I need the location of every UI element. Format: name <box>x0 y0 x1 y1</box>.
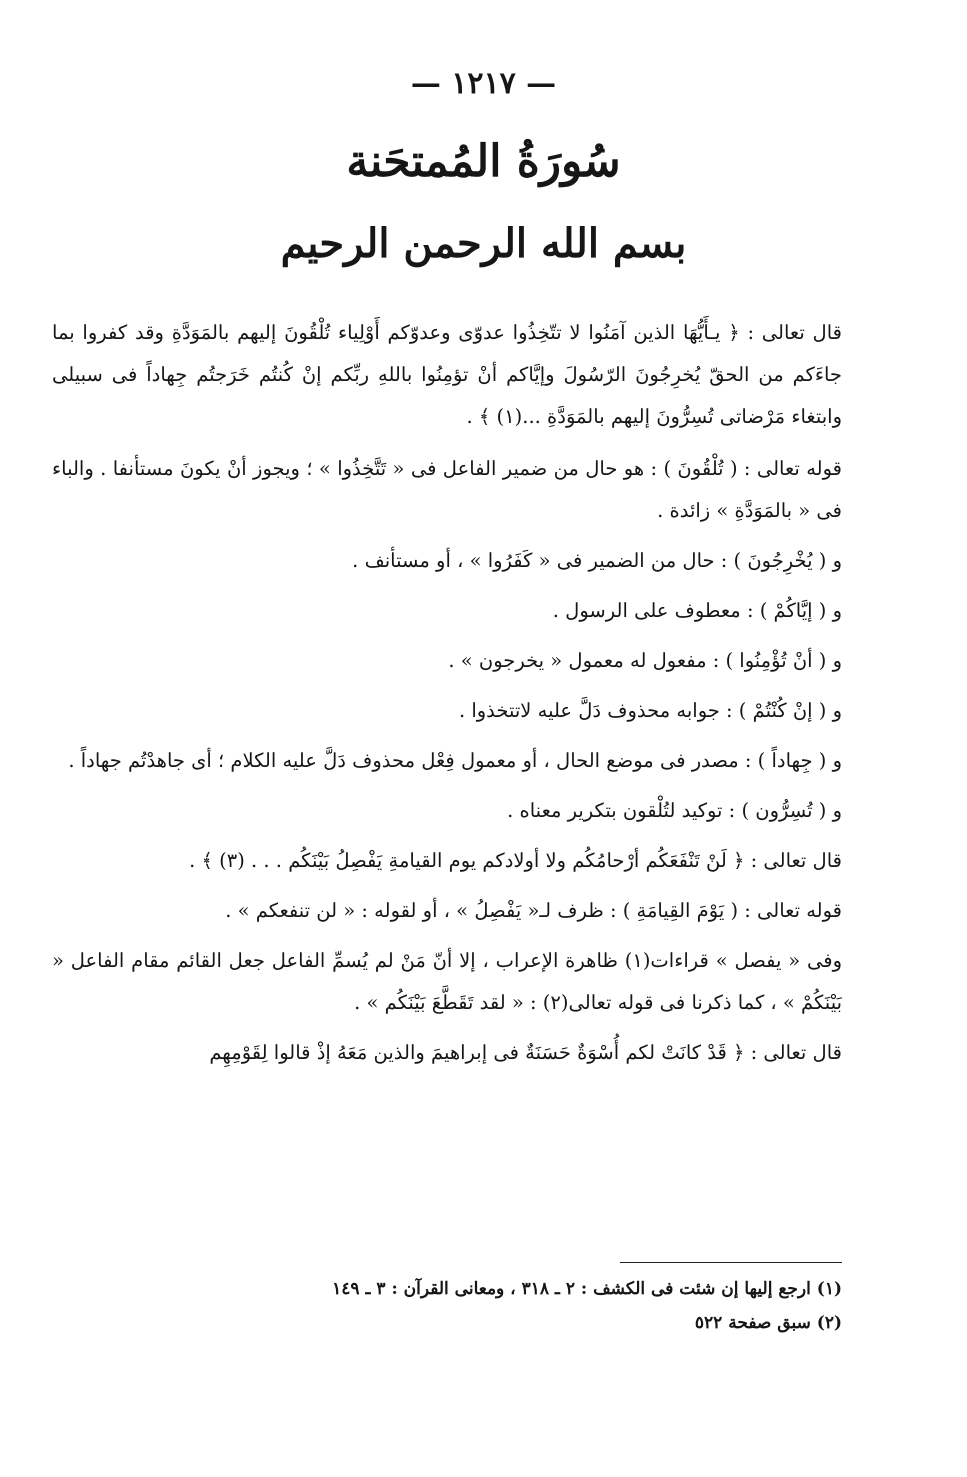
commentary-paragraph: و ( إيَّاكُمْ ) : معطوف على الرسول . <box>552 599 842 622</box>
basmala: بسم الله الرحمن الرحيم <box>280 220 687 267</box>
quran-verse-paragraph: قال تعالى : ﴿ يـأَيُّهَا الذين آمَنُوا لا تتّخِذُوا عدوّى وعدوّكم أَوْلِياء تُلْقُونَ إليهم بالمَوَدَّةِ وقد كفروا بما جاءَكم من الحقّ يُخرِجُونَ الرّسُولَ وإيَّاكم أنْ تؤمِنُوا باللهِ ربِّكم إنْ كُنتُم خَرَجتُم جِهاداً فى سبيلى وابتغاء مَرْضاتى تُسِرُّونَ إليهم بالمَوَدَّةِ ...(١) ﴾ . <box>52 321 842 428</box>
commentary-paragraph: و ( إنْ كُنْتُمْ ) : جوابه محذوف دَلَّ عليه لاتتخذوا . <box>458 699 842 722</box>
body-text <box>52 312 842 1082</box>
page-number: — ١٢١٧ — <box>410 66 557 101</box>
commentary-paragraph: وفى « يفصل » قراءات(١) ظاهرة الإعراب ، إلا أنّ مَنْ لم يُسمِّ الفاعل جعل القائم مقام الفاعل « بَيْنَكُمْ » ، كما ذكرنا فى قوله تعالى(٢) : « لقد تَقَطَّعَ بَيْنَكُم » . <box>52 949 842 1014</box>
footnotes <box>52 1272 842 1340</box>
commentary-paragraph: و ( أنْ تُؤْمِنُوا ) : مفعول له معمول « يخرجون » . <box>448 649 842 672</box>
commentary-paragraph: قوله تعالى : ( تُلْقُونَ ) : هو حال من ضمير الفاعل فى « تَتَّخِذُوا » ؛ ويجوز أنْ يكونَ مستأنفا . والباء فى « بالمَوَدَّةِ » زائدة . <box>52 457 842 522</box>
quran-verse-paragraph: قال تعالى : ﴿ قَدْ كانَتْ لكم أُسْوَةٌ حَسَنَةٌ فى إبراهيمَ والذين مَعَهُ إذْ قالوا لِقَوْمِهِم <box>209 1041 842 1064</box>
footnote-divider <box>620 1262 842 1263</box>
surah-title: سُورَةُ المُمتحَنة <box>346 136 621 187</box>
commentary-paragraph: و ( جِهاداً ) : مصدر فى موضع الحال ، أو معمول فِعْل محذوف دَلَّ عليه الكلام ؛ أى جاهدْتُم جهاداً . <box>68 749 842 772</box>
commentary-paragraph: و ( تُسِرُّون ) : توكيد لتُلْقون بتكرير معناه . <box>507 799 842 822</box>
footnote: (٢) سبق صفحة ٥٢٢ <box>694 1313 842 1333</box>
quran-verse-paragraph: قال تعالى : ﴿ لَنْ تَنْفَعَكُم أرْحامُكُم ولا أولادكم يوم القيامةِ يَفْصِلُ بَيْنَكُم . . . (٣) ﴾ . <box>189 849 842 872</box>
commentary-paragraph: قوله تعالى : ( يَوْمَ القِيامَةِ ) : ظرف لـ« يَفْصِلُ » ، أو لقوله : « لن تنفعكم » . <box>225 899 842 922</box>
footnote: (١) ارجع إليها إن شئت فى الكشف : ٢ ـ ٣١٨ ، ومعانى القرآن : ٣ ـ ١٤٩ <box>332 1279 842 1299</box>
commentary-paragraph: و ( يُخْرِجُونَ ) : حال من الضمير فى « كَفَرُوا » ، أو مستأنف . <box>352 549 842 572</box>
